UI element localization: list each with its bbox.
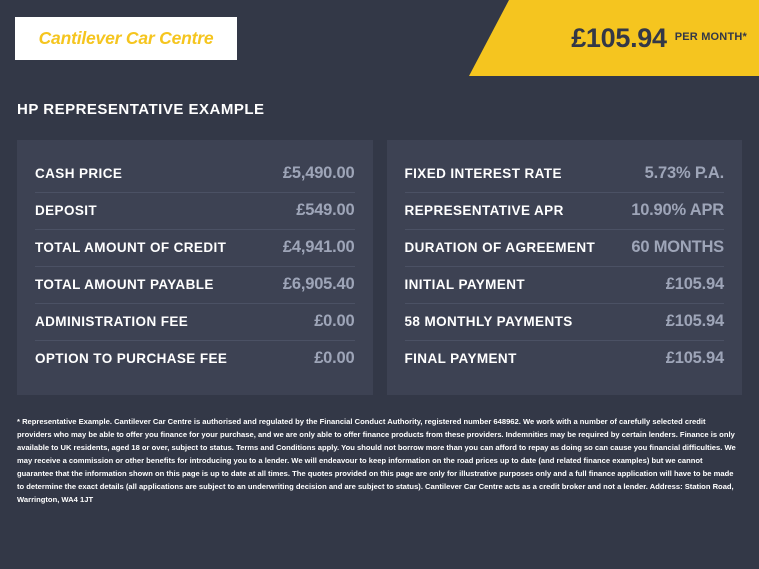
dealer-logo	[15, 17, 237, 60]
row-label: CASH PRICE	[35, 166, 123, 181]
page-header	[0, 0, 759, 76]
row-value: £6,905.40	[282, 275, 355, 293]
dealer-logo-text: Cantilever Car Centre	[38, 28, 214, 48]
row-value: £5,490.00	[282, 164, 355, 182]
table-row	[35, 230, 355, 267]
row-label: 58 MONTHLY PAYMENTS	[404, 314, 573, 329]
table-row	[405, 156, 725, 193]
table-row	[35, 341, 355, 377]
table-row	[35, 267, 355, 304]
table-row	[35, 193, 355, 230]
row-label: DEPOSIT	[35, 203, 98, 218]
table-row	[405, 230, 725, 267]
row-value: £105.94	[665, 275, 724, 293]
row-value: £4,941.00	[282, 238, 355, 256]
table-row	[405, 267, 725, 304]
table-row	[405, 341, 725, 377]
row-value: £0.00	[314, 312, 355, 330]
row-label: ADMINISTRATION FEE	[35, 314, 189, 329]
monthly-price: £105.94	[571, 22, 667, 53]
row-value: £105.94	[665, 312, 724, 330]
finance-details-panels	[0, 118, 759, 395]
row-value: £105.94	[665, 349, 724, 367]
row-label: FINAL PAYMENT	[404, 351, 517, 366]
table-row	[405, 193, 725, 230]
row-label: INITIAL PAYMENT	[404, 277, 526, 292]
row-label: FIXED INTEREST RATE	[404, 166, 562, 181]
row-value: 60 MONTHS	[631, 238, 724, 256]
row-label: DURATION OF AGREEMENT	[404, 240, 596, 255]
table-row	[35, 156, 355, 193]
table-row	[35, 304, 355, 341]
finance-panel-right	[387, 140, 743, 395]
row-value: 5.73% P.A.	[644, 164, 724, 182]
page-title: HP REPRESENTATIVE EXAMPLE	[17, 101, 265, 118]
per-month-label: PER MONTH*	[674, 31, 747, 43]
row-label: TOTAL AMOUNT PAYABLE	[35, 277, 214, 292]
row-value: 10.90% APR	[631, 201, 724, 219]
row-value: £549.00	[296, 201, 355, 219]
row-value: £0.00	[314, 349, 355, 367]
row-label: REPRESENTATIVE APR	[404, 203, 564, 218]
table-row	[405, 304, 725, 341]
price-block	[571, 0, 747, 76]
row-label: TOTAL AMOUNT OF CREDIT	[35, 240, 227, 255]
finance-panel-left	[17, 140, 373, 395]
disclaimer-text: * Representative Example. Cantilever Car Centre is authorised and regulated by the Financial Conduct Authority, registered number 648962. We work with a number of carefully selected credit providers who may be able to offer you finance for your purchase, and we are only able to offer finance products from these providers. Indemnities may be required by certain lenders. Finance is only available to UK residents, aged 18 or over, subject to status. Terms and Conditions apply. You should not borrow more than you can afford to repay as doing so can cause you financial difficulties. We may receive a commission or other benefits for introducing you to a lender. We will endeavour to keep information on the road prices up to date (and related finance examples) but we cannot guarantee that the information shown on this page is up to date at all times. The quotes provided on this page are only for illustrative purposes only and a full finance application will have to be made to determine the exact details (all applications are subject to an underwriting decision and are subject to status). Cantilever Car Centre acts as a credit broker and not a lender. Address: Station Road, Warrington, WA4 1JT	[17, 417, 736, 505]
row-label: OPTION TO PURCHASE FEE	[35, 351, 228, 366]
